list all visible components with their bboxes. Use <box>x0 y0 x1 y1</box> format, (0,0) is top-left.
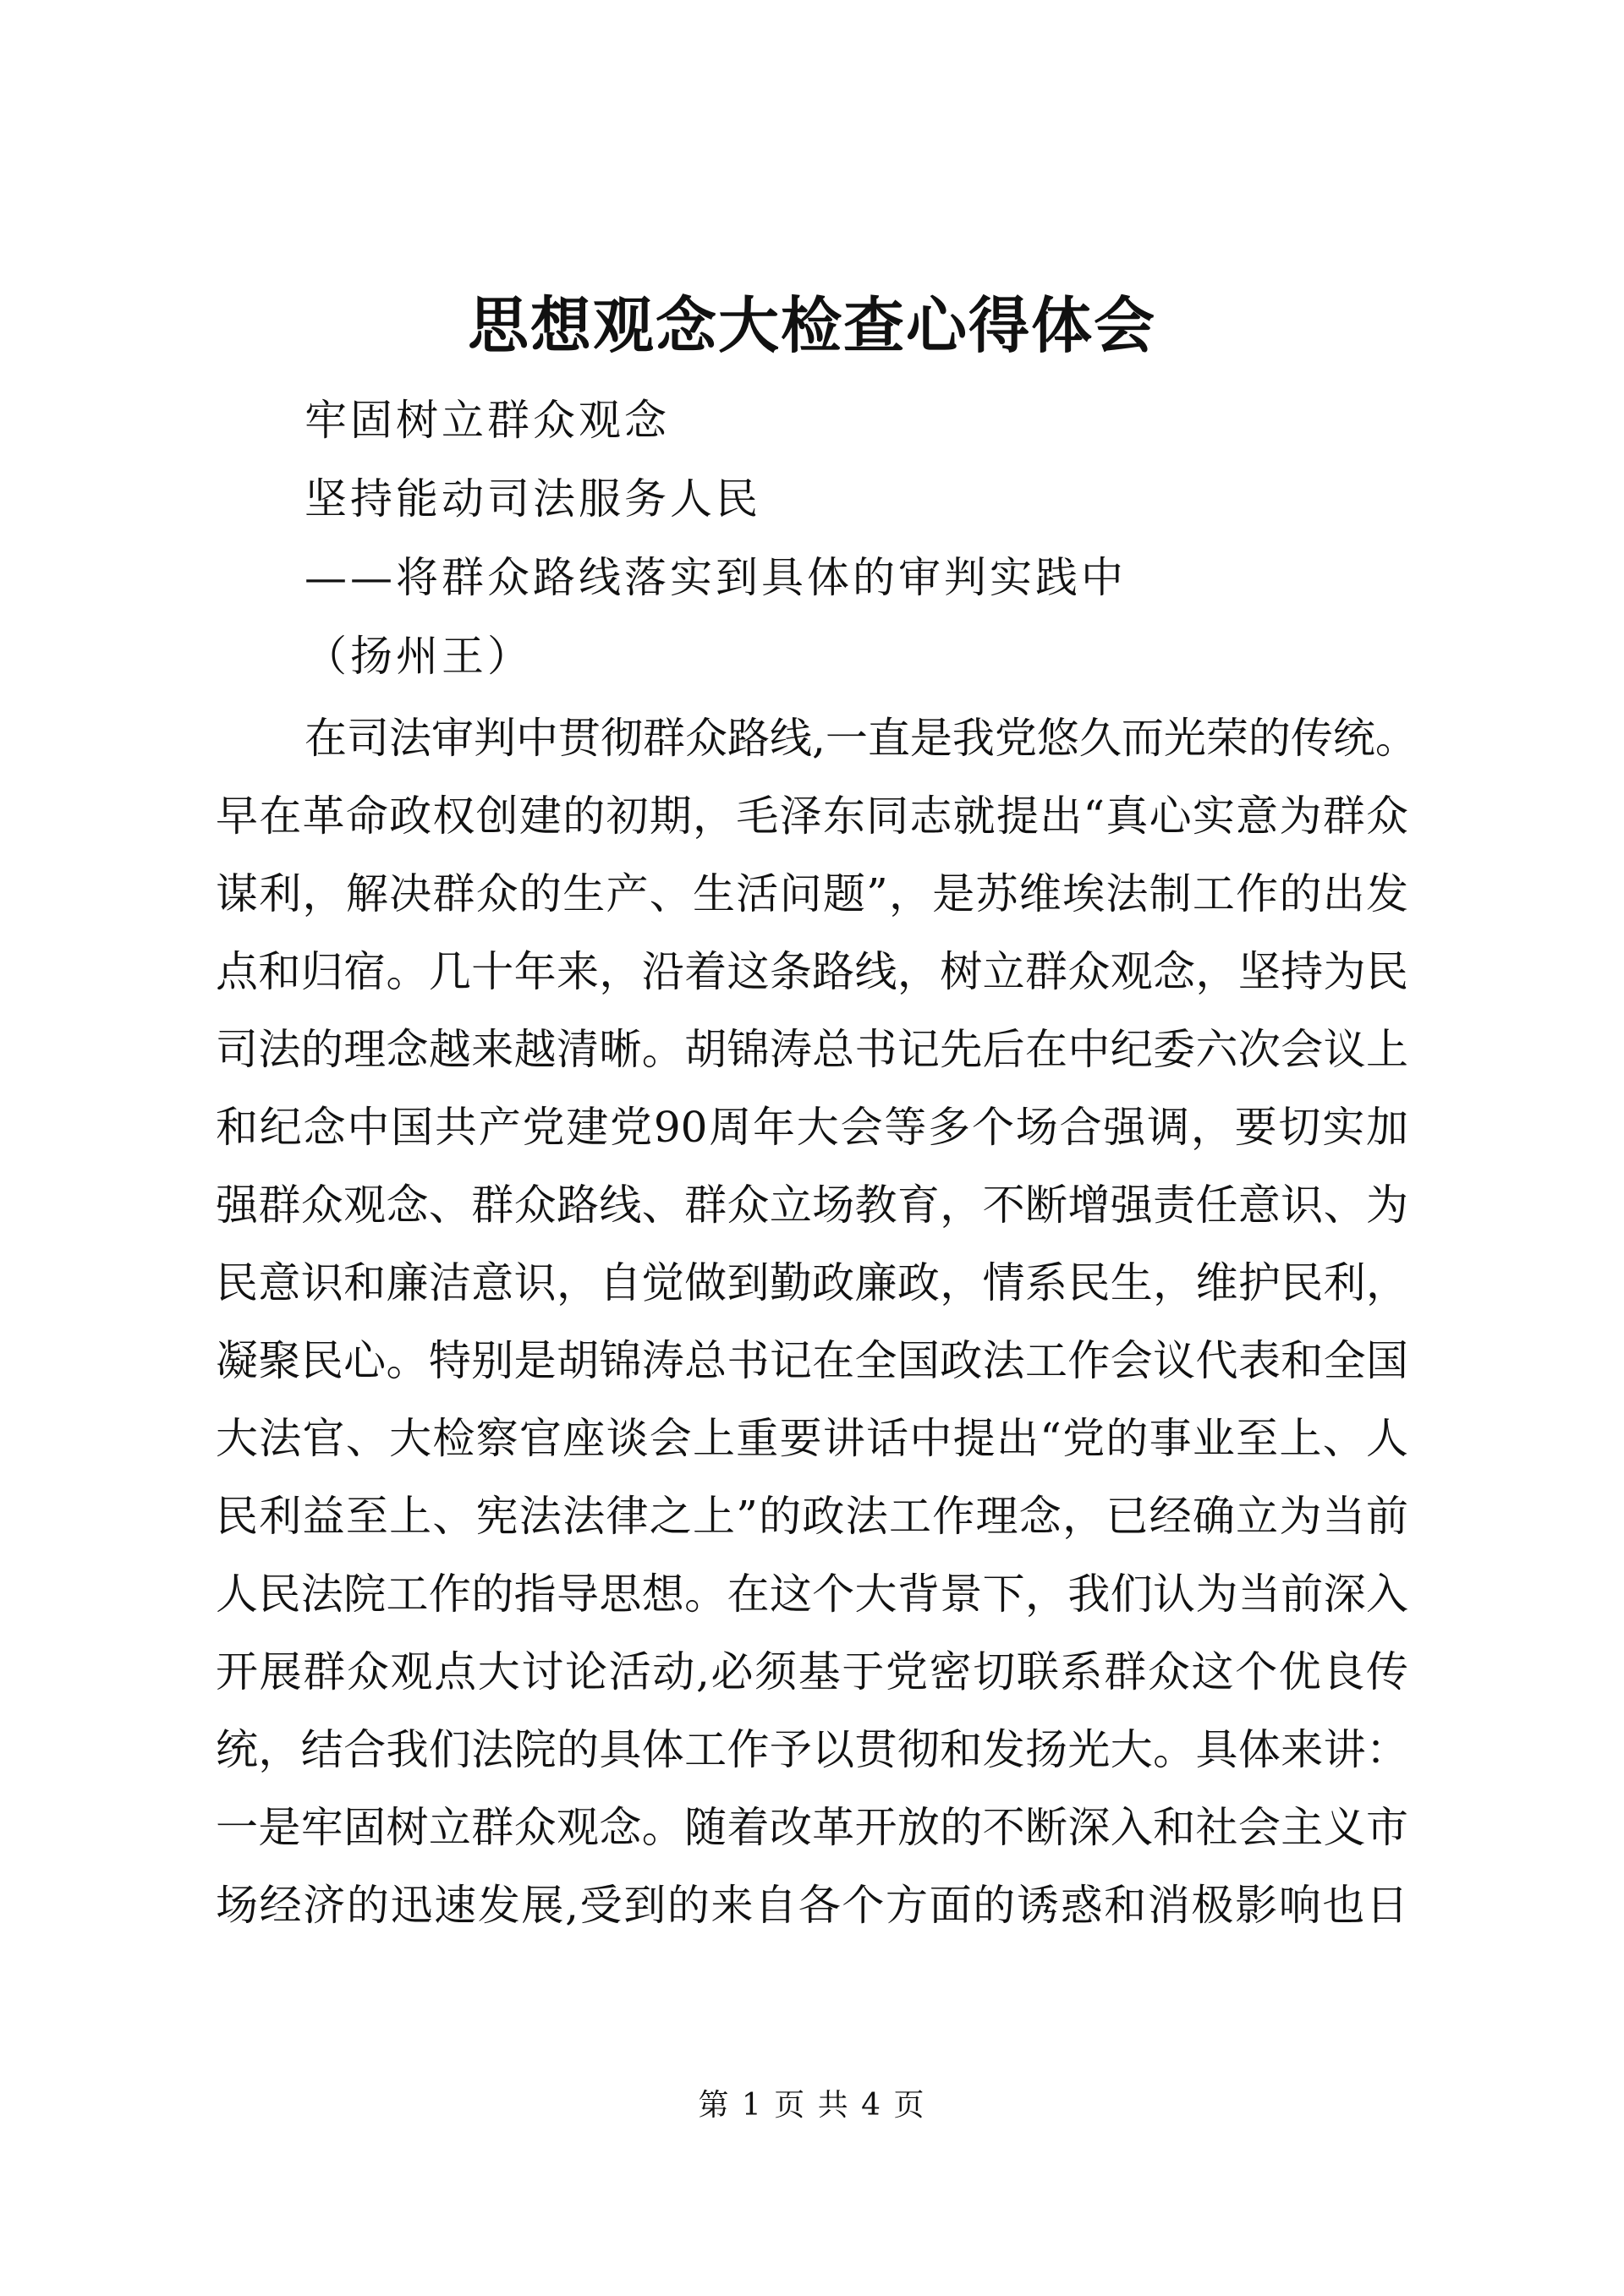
body-line: 民利益至上、宪法法律之上”的政法工作理念，已经确立为当前 <box>216 1492 1408 1541</box>
body-line: 司法的理念越来越清晰。胡锦涛总书记先后在中纪委六次会议上 <box>216 1025 1408 1074</box>
body-line: 早在革命政权创建的初期，毛泽东同志就提出“真心实意为群众 <box>216 792 1408 841</box>
body-line: 强群众观念、群众路线、群众立场教育，不断增强责任意识、为 <box>216 1181 1408 1230</box>
body-line: 谋利，解决群众的生产、生活问题”，是苏维埃法制工作的出发 <box>216 869 1408 918</box>
body-line: 开展群众观点大讨论活动,必须基于党密切联系群众这个优良传 <box>216 1647 1408 1696</box>
body-line: 人民法院工作的指导思想。在这个大背景下，我们认为当前深入 <box>216 1570 1408 1619</box>
body-line: 在司法审判中贯彻群众路线,一直是我党悠久而光荣的传统。 <box>304 714 1418 763</box>
document-title: 思想观念大检查心得体会 <box>467 289 1156 361</box>
body-line: 大法官、大检察官座谈会上重要讲话中提出“党的事业至上、人 <box>216 1414 1408 1463</box>
body-line: 和纪念中国共产党建党90周年大会等多个场合强调，要切实加 <box>216 1103 1408 1152</box>
body-line: 统，结合我们法院的具体工作予以贯彻和发扬光大。具体来讲： <box>216 1725 1408 1774</box>
subtitle-author: （扬州王） <box>304 632 533 681</box>
body-line: 凝聚民心。特别是胡锦涛总书记在全国政法工作会议代表和全国 <box>216 1336 1408 1385</box>
body-line: 一是牢固树立群众观念。随着改革开放的不断深入和社会主义市 <box>216 1803 1408 1852</box>
body-line: 民意识和廉洁意识，自觉做到勤政廉政，情系民生，维护民利， <box>216 1258 1408 1307</box>
subtitle-line-1: 牢固树立群众观念 <box>304 396 670 445</box>
page-footer: 第 1 页 共 4 页 <box>698 2088 926 2123</box>
subtitle-line-2: 坚持能动司法服务人民 <box>304 474 761 523</box>
body-line: 点和归宿。几十年来，沿着这条路线，树立群众观念，坚持为民 <box>216 947 1408 996</box>
subtitle-line-3: ——将群众路线落实到具体的审判实践中 <box>304 553 1127 602</box>
body-line: 场经济的迅速发展,受到的来自各个方面的诱惑和消极影响也日 <box>216 1881 1408 1930</box>
